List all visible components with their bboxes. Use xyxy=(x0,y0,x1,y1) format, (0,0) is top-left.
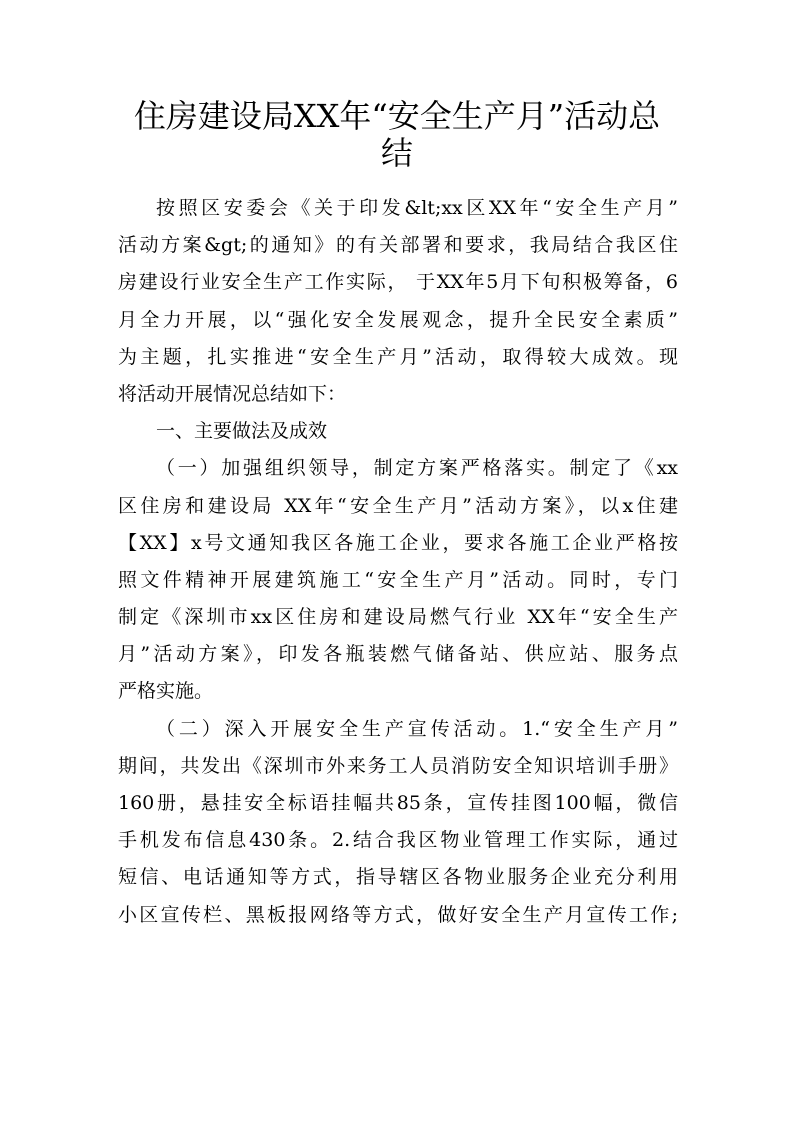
paragraph-line: 房建设行业安全生产工作实际， 于XX年5月下旬积极筹备，6 xyxy=(118,271,678,294)
paragraph-line: 月全力开展，以“强化安全发展观念，提升全民安全素质” xyxy=(118,308,678,331)
paragraph-line: 制定《深圳市xx区住房和建设局燃气行业 XX年“安全生产 xyxy=(118,606,678,629)
section-heading: 一、主要做法及成效 xyxy=(156,420,328,443)
paragraph-line: 活动方案&gt;的通知》的有关部署和要求，我局结合我区住 xyxy=(118,234,678,257)
paragraph-line: 照文件精神开展建筑施工“安全生产月”活动。同时，专门 xyxy=(118,568,678,591)
paragraph-line: 小区宣传栏、黑板报网络等方式，做好安全生产月宣传工作; xyxy=(118,903,678,926)
title-line: 结 xyxy=(380,134,413,173)
paragraph-line: 按照区安委会《关于印发&lt;xx区XX年“安全生产月” xyxy=(156,197,678,219)
document-title xyxy=(100,92,694,173)
paragraph-line: 手机发布信息430条。2.结合我区物业管理工作实际，通过 xyxy=(118,829,678,852)
paragraph-line: （二）深入开展安全生产宣传活动。1.“安全生产月” xyxy=(156,717,678,740)
document-body xyxy=(118,190,678,934)
paragraph-line: 短信、电话通知等方式，指导辖区各物业服务企业充分利用 xyxy=(118,866,678,889)
title-line: 住房建设局XX年“安全生产月”活动总 xyxy=(133,97,661,135)
paragraph-line: 月”活动方案》，印发各瓶装燃气储备站、供应站、服务点 xyxy=(118,643,678,666)
paragraph-line: 将活动开展情况总结如下： xyxy=(118,382,347,405)
paragraph-line: 期间，共发出《深圳市外来务工人员消防安全知识培训手册》 xyxy=(118,754,678,777)
paragraph-line: 为主题，扎实推进“安全生产月”活动，取得较大成效。现 xyxy=(118,345,678,368)
paragraph-line: 【XX】x号文通知我区各施工企业，要求各施工企业严格按 xyxy=(118,531,678,554)
paragraph-line: 区住房和建设局 XX年“安全生产月”活动方案》，以x住建 xyxy=(118,494,678,517)
paragraph-line: 160册，悬挂安全标语挂幅共85条，宣传挂图100幅，微信 xyxy=(118,792,678,814)
paragraph-line: 严格实施。 xyxy=(118,680,214,703)
paragraph-line: （一）加强组织领导，制定方案严格落实。制定了《xx xyxy=(156,457,678,480)
